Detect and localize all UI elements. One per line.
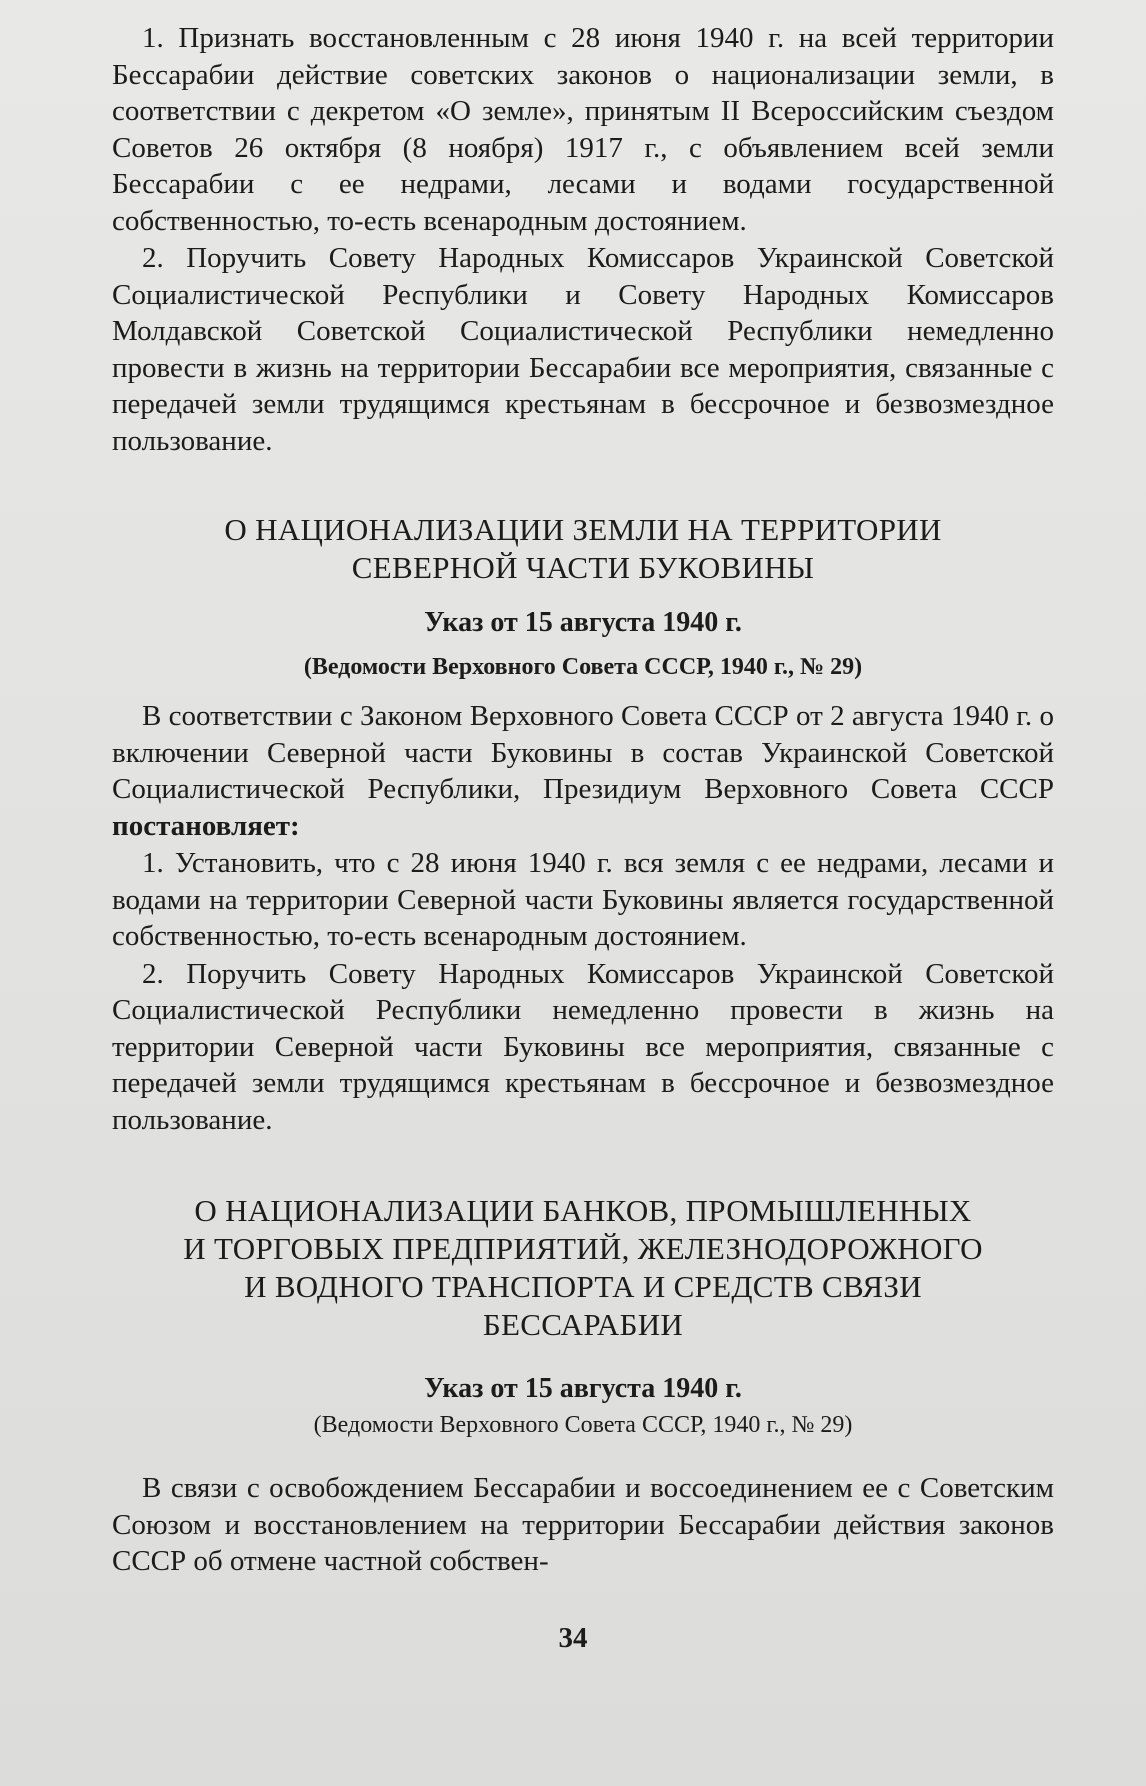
bessarabia-banks-heading bbox=[112, 1192, 1054, 1344]
bukovina-preamble-text: В соответствии с Законом Верховного Совета СССР от 2 августа 1940 г. о включении Северной части Буковины в состав Украинской Советской Социалистической Республики, Президиум Верховного Совета СССР bbox=[112, 700, 1054, 805]
page-number: 34 bbox=[558, 1622, 588, 1654]
banks-decree-date: Указ от 15 августа 1940 г. bbox=[424, 1373, 742, 1404]
intro-section bbox=[112, 20, 1054, 459]
banks-paragraph: В связи с освобождением Бессарабии и воссоединением ее с Советским Союзом и восстановлением на территории Бессарабии действия законов СССР об отмене частной собствен- bbox=[112, 1472, 1054, 1577]
bukovina-heading-line-2: СЕВЕРНОЙ ЧАСТИ БУКОВИНЫ bbox=[351, 550, 815, 585]
banks-heading-line-3: И ВОДНОГО ТРАНСПОРТА И СРЕДСТВ СВЯЗИ bbox=[244, 1269, 922, 1304]
bukovina-heading-line-1: О НАЦИОНАЛИЗАЦИИ ЗЕМЛИ НА ТЕРРИТОРИИ bbox=[224, 512, 942, 547]
bukovina-paragraph-1: 1. Установить, что с 28 июня 1940 г. вся земля с ее недрами, лесами и водами на территории Северной части Буковины является государственной собственностью, то-есть всенародным достоянием. bbox=[112, 847, 1054, 952]
bukovina-heading bbox=[112, 511, 1054, 587]
banks-heading-line-1: О НАЦИОНАЛИЗАЦИИ БАНКОВ, ПРОМЫШЛЕННЫХ bbox=[194, 1193, 972, 1228]
bukovina-preamble bbox=[112, 698, 1054, 844]
banks-decree-source: (Ведомости Верховного Совета СССР, 1940 г., № 29) bbox=[313, 1412, 853, 1438]
bukovina-decree-date: Указ от 15 августа 1940 г. bbox=[424, 607, 742, 638]
intro-paragraph-2: 2. Поручить Совету Народных Комиссаров Украинской Советской Социалистической Республики и Совету Народных Комиссаров Молдавской Советской Социалистической Республики немедленно провести в жизнь на территории Бессарабии все мероприятия, связанные с передачей земли трудящимся крестьянам в бессрочное и безвозмездное пользование. bbox=[112, 242, 1054, 457]
bukovina-section bbox=[112, 511, 1054, 1138]
bukovina-paragraph-2: 2. Поручить Совету Народных Комиссаров Украинской Советской Социалистической Республики немедленно провести в жизнь на территории Северной части Буковины все мероприятия, связанные с передачей земли трудящимся крестьянам в бессрочное и безвозмездное пользование. bbox=[112, 957, 1054, 1136]
banks-heading-line-4: БЕССАРАБИИ bbox=[482, 1307, 684, 1342]
bukovina-resolves: постановляет: bbox=[112, 809, 300, 842]
banks-heading-line-2: И ТОРГОВЫХ ПРЕДПРИЯТИЙ, ЖЕЛЕЗНОДОРОЖНОГО bbox=[183, 1231, 983, 1266]
intro-paragraph-1: 1. Признать восстановленным с 28 июня 1940 г. на всей территории Бессарабии действие советских законов о национализации земли, в соответствии с декретом «О земле», принятым II Всероссийским съездом Советов 26 октября (8 ноября) 1917 г., с объявлением всей земли Бессарабии с ее недрами, лесами и водами государственной собственностью, то-есть всенародным достоянием. bbox=[112, 22, 1054, 237]
bessarabia-banks-section bbox=[112, 1192, 1054, 1580]
bukovina-decree-source: (Ведомости Верховного Совета СССР, 1940 г., № 29) bbox=[303, 654, 863, 680]
